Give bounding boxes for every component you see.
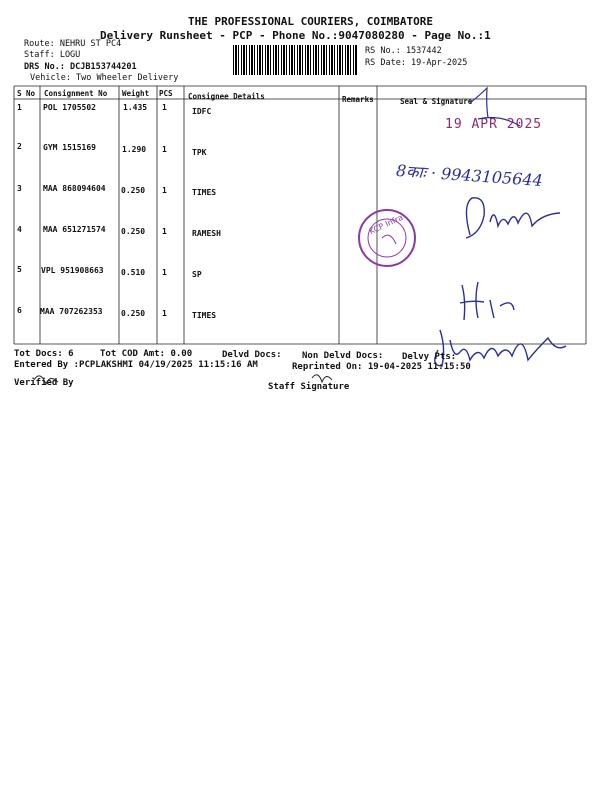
row-sno: 1 bbox=[17, 103, 22, 112]
entered-by: Entered By :PCPLAKSHMI 04/19/2025 11:15:16 AM bbox=[14, 360, 258, 370]
row-pcs: 1 bbox=[162, 227, 167, 236]
row-sno: 2 bbox=[17, 142, 22, 151]
total-docs: Tot Docs: 6 bbox=[14, 349, 74, 359]
row-consignment: MAA 868094604 bbox=[43, 184, 106, 193]
rs-date: RS Date: 19-Apr-2025 bbox=[365, 58, 468, 68]
row-consignment: GYM 1515169 bbox=[43, 143, 96, 152]
row-sno: 3 bbox=[17, 184, 22, 193]
row-weight: 0.510 bbox=[121, 268, 146, 277]
col-sno: S No bbox=[17, 89, 36, 98]
row-sno: 4 bbox=[17, 225, 22, 234]
staff-signature: Staff Signature bbox=[268, 382, 350, 392]
row-weight: 1.435 bbox=[123, 103, 148, 112]
seal-stamp: KCP Infra bbox=[367, 212, 405, 237]
row-weight: 0.250 bbox=[121, 186, 146, 195]
row-pcs: 1 bbox=[162, 145, 167, 154]
verified-by: Verified By bbox=[14, 378, 74, 388]
row-consignment: VPL 951908663 bbox=[41, 266, 104, 275]
date-stamp: 19 APR 2025 bbox=[445, 117, 543, 132]
row-pcs: 1 bbox=[162, 186, 167, 195]
col-remarks: Remarks bbox=[342, 95, 374, 104]
row-weight: 0.250 bbox=[121, 309, 146, 318]
row-sno: 6 bbox=[17, 306, 22, 315]
row-weight: 0.250 bbox=[121, 227, 146, 236]
delivered-docs: Delvd Docs: bbox=[222, 350, 282, 360]
reprinted-on: Reprinted On: 19-04-2025 11:15:50 bbox=[292, 362, 471, 372]
drs-number: DRS No.: DCJB153744201 bbox=[24, 62, 137, 72]
row-weight: 1.290 bbox=[122, 145, 147, 154]
row-consignee: TIMES bbox=[192, 311, 217, 320]
row-consignment: POL 1705502 bbox=[43, 103, 96, 112]
row-pcs: 1 bbox=[162, 309, 167, 318]
row-consignee: SP bbox=[192, 270, 202, 279]
non-delivered-docs: Non Delvd Docs: bbox=[302, 351, 384, 361]
rs-number: RS No.: 1537442 bbox=[365, 46, 442, 56]
row-consignee: IDFC bbox=[192, 107, 212, 116]
col-consignee: Consignee Details bbox=[188, 92, 265, 101]
delivery-points: Delvy Pts: bbox=[402, 352, 457, 362]
row-pcs: 1 bbox=[162, 103, 167, 112]
vehicle: Vehicle: Two Wheeler Delivery bbox=[30, 73, 179, 83]
route: Route: NEHRU ST PC4 bbox=[24, 39, 122, 49]
company-name: THE PROFESSIONAL COURIERS, COIMBATORE bbox=[188, 15, 434, 28]
row-consignment: MAA 651271574 bbox=[43, 225, 106, 234]
row-consignee: TIMES bbox=[192, 188, 217, 197]
col-consignment: Consignment No bbox=[44, 89, 108, 98]
runsheet-title: Delivery Runsheet - PCP - Phone No.:9047080280 - Page No.:1 bbox=[100, 29, 491, 42]
row-consignment: MAA 707262353 bbox=[40, 307, 103, 316]
handwritten-phone: 8काः · 9943105644 bbox=[395, 160, 544, 191]
col-pcs: PCS bbox=[159, 89, 173, 98]
col-seal-signature: Seal & Signature bbox=[400, 97, 473, 106]
row-sno: 5 bbox=[17, 265, 22, 274]
row-consignee: TPK bbox=[192, 148, 207, 157]
row-pcs: 1 bbox=[162, 268, 167, 277]
row-consignee: RAMESH bbox=[192, 229, 221, 238]
col-weight: Weight bbox=[122, 89, 150, 98]
total-cod: Tot COD Amt: 0.00 bbox=[100, 349, 193, 359]
staff: Staff: LOGU bbox=[24, 50, 81, 60]
